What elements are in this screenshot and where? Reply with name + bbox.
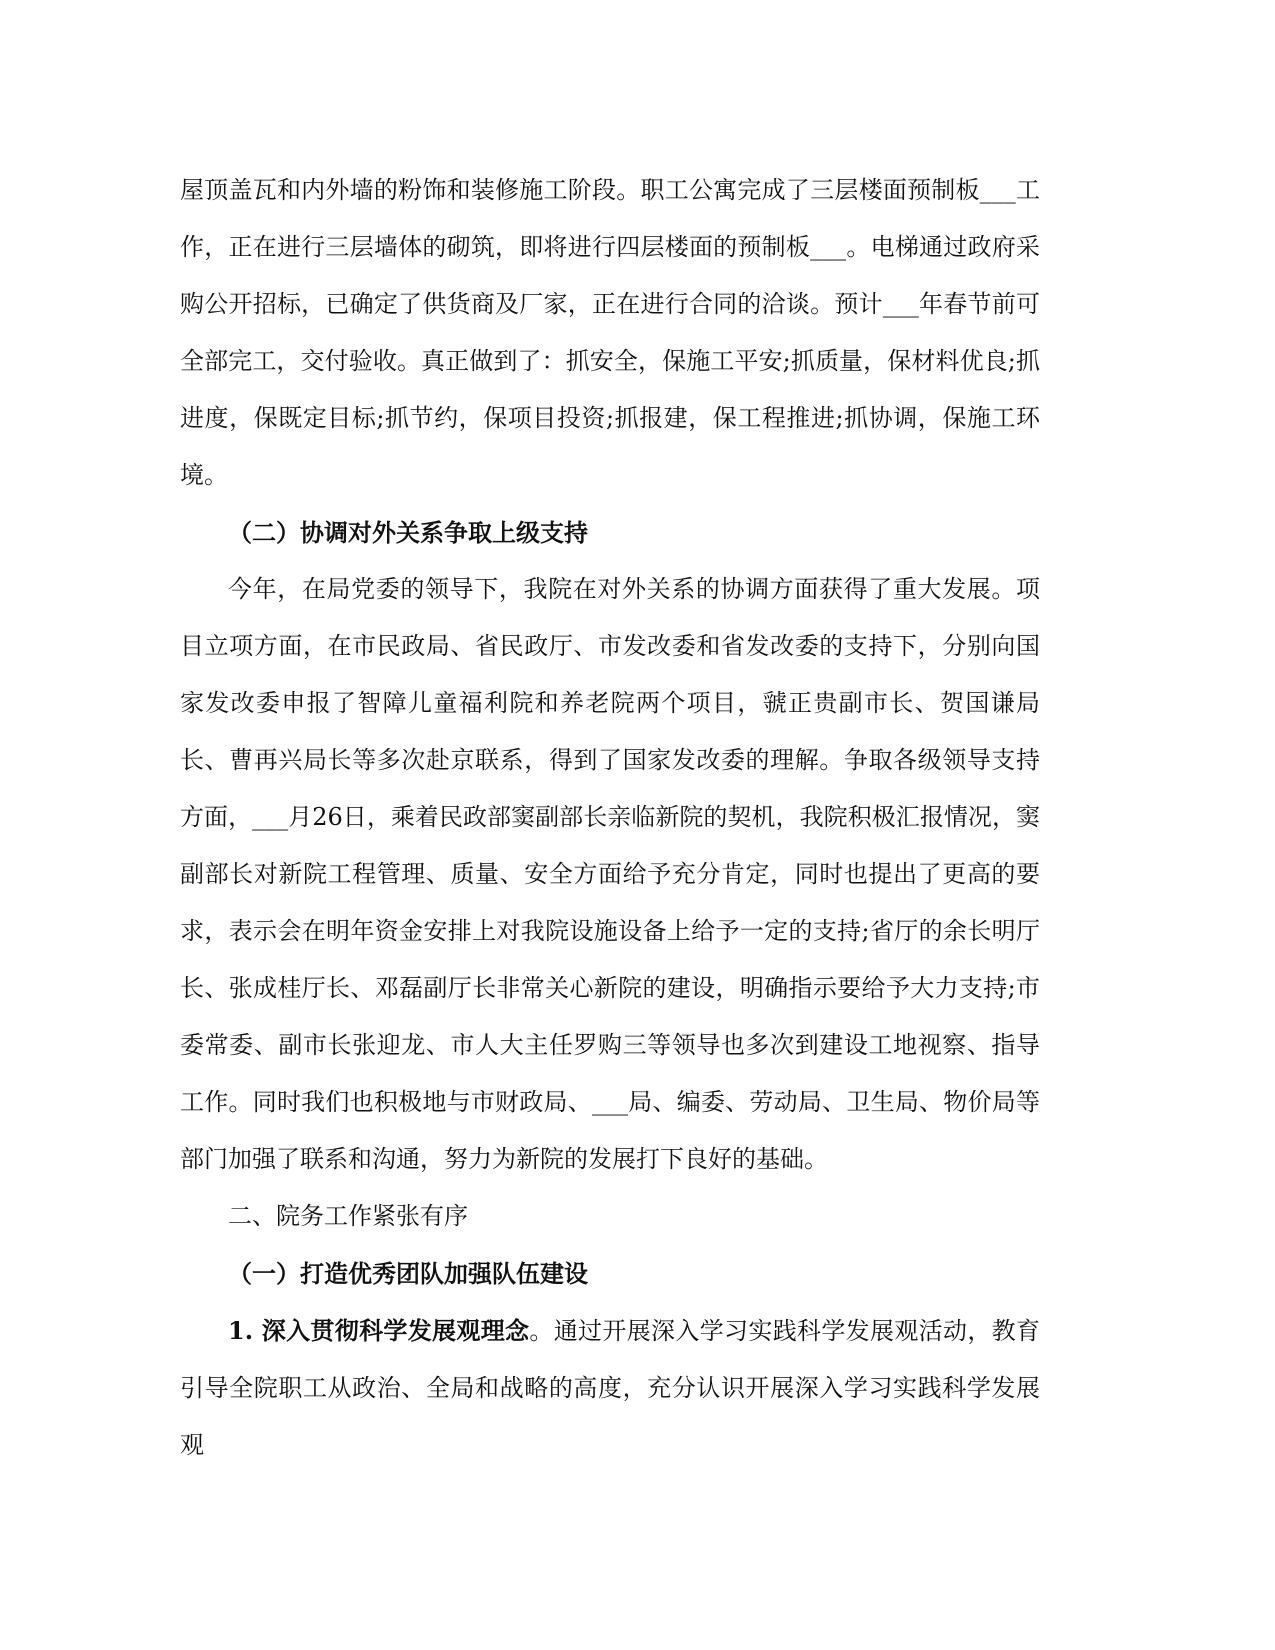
paragraph-external-relations: 今年，在局党委的领导下，我院在对外关系的协调方面获得了重大发展。项目立项方面，在市民政局、省民政厅、市发改委和省发改委的支持下，分别向国家发改委申报了智障儿童福利院和养老院两个项目，虢正贵副市长、贺国谦局长、曹再兴局长等多次赴京联系，得到了国家发改委的理解。争取各级领导支持方面，___月26日，乘着民政部窦副部长亲临新院的契机，我院积极汇报情况，窦副部长对新院工程管理、质量、安全方面给予充分肯定，同时也提出了更高的要求，表示会在明年资金安排上对我院设施设备上给予一定的支持;省厅的余长明厅长、张成桂厅长、邓磊副厅长非常关心新院的建设，明确指示要给予大力支持;市委常委、副市长张迎龙、市人大主任罗购三等领导也多次到建设工地视察、指导工作。同时我们也积极地与市财政局、___局、编委、劳动局、卫生局、物价局等部门加强了联系和沟通，努力为新院的发展打下良好的基础。 [180,575,1040,1173]
paragraph-construction-progress: 屋顶盖瓦和内外墙的粉饰和装修施工阶段。职工公寓完成了三层楼面预制板___工作，正在进行三层墙体的砌筑，即将进行四层楼面的预制板___。电梯通过政府采购公开招标，已确定了供货商及厂家，正在进行合同的洽谈。预计___年春节前可全部完工，交付验收。真正做到了：抓安全，保施工平安;抓质量，保材料优良;抓进度，保既定目标;抓节约，保项目投资;抓报建，保工程推进;抓协调，保施工环境。 [180,176,1040,489]
paragraph-lead-text: 1. 深入贯彻科学发展观理念 [228,1316,530,1345]
section-heading-team-building: （一）打造优秀团队加强队伍建设 [228,1259,588,1288]
document-page [180,162,1040,1474]
paragraph-scientific-development [180,1302,1040,1474]
chapter-heading-hospital-affairs: 二、院务工作紧张有序 [228,1202,468,1230]
section-heading-external-relations: （二）协调对外关系争取上级支持 [228,518,588,547]
paragraph-body-text: 。通过开展深入学习实践科学发展观活动，教育引导全院职工从政治、全局和战略的高度，充分认识开展深入学习实践科学发展观 [180,1317,1041,1459]
